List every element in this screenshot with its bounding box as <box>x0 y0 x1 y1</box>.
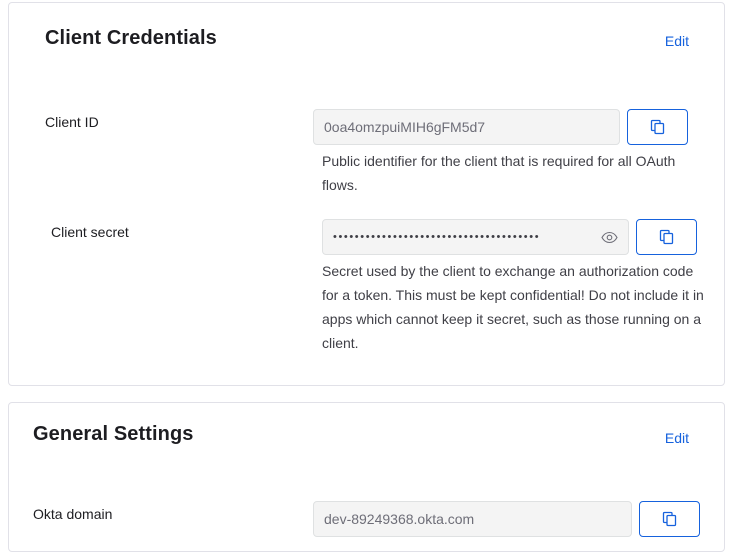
client-secret-label: Client secret <box>51 224 129 240</box>
copy-icon <box>662 511 678 527</box>
general-settings-header <box>9 403 724 465</box>
copy-icon <box>650 119 666 135</box>
edit-general-settings-button[interactable]: Edit <box>664 430 689 446</box>
okta-domain-input[interactable] <box>313 501 632 537</box>
okta-domain-input-group <box>313 501 700 537</box>
client-credentials-card <box>8 2 725 386</box>
edit-client-credentials-button[interactable]: Edit <box>664 33 689 49</box>
general-settings-card <box>8 402 725 552</box>
okta-domain-value: dev-89249368.okta.com <box>324 511 475 527</box>
client-secret-value: •••••••••••••••••••••••••••••••••••••• <box>333 231 541 243</box>
okta-domain-label: Okta domain <box>33 506 113 522</box>
client-secret-input-group <box>322 219 697 255</box>
client-secret-input[interactable] <box>322 219 629 255</box>
eye-icon[interactable] <box>600 228 618 246</box>
client-id-input[interactable] <box>313 109 620 145</box>
copy-client-id-button[interactable] <box>627 109 688 145</box>
page-title: Client Credentials <box>45 27 217 49</box>
general-settings-title: General Settings <box>33 423 194 445</box>
client-id-help-text: Public identifier for the client that is required for all OAuth flows. <box>322 153 676 193</box>
copy-client-secret-button[interactable] <box>636 219 697 255</box>
client-secret-help-text: Secret used by the client to exchange an authorization code for a token. This must be kept confidential! Do not include it in apps which cannot keep it secret, such as those running on a client. <box>322 263 704 351</box>
client-id-value: 0oa4omzpuiMIH6gFM5d7 <box>324 119 486 135</box>
copy-icon <box>659 229 675 245</box>
client-id-input-group <box>313 109 688 145</box>
client-id-label: Client ID <box>45 114 99 130</box>
copy-okta-domain-button[interactable] <box>639 501 700 537</box>
client-credentials-header <box>9 3 724 65</box>
